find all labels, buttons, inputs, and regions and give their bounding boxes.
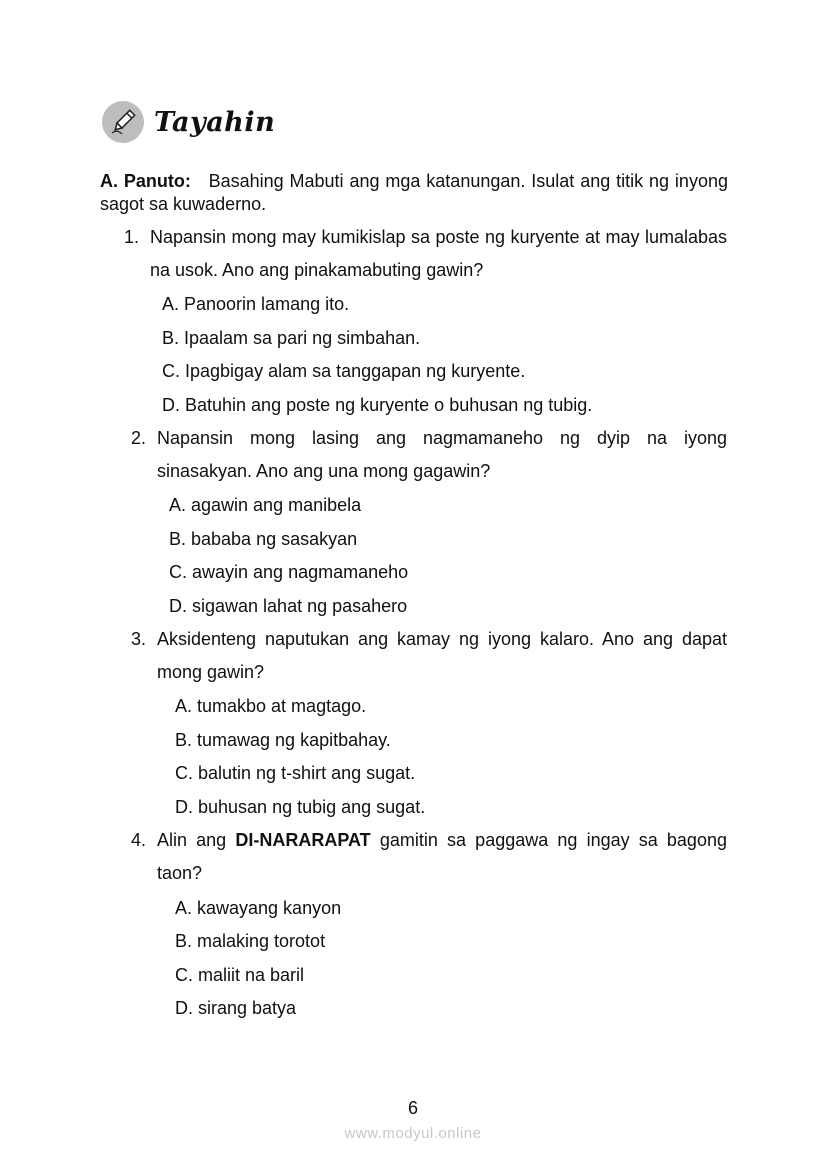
option-1a: A. Panoorin lamang ito. [162, 294, 350, 314]
option-3b: B. tumawag ng kapitbahay. [175, 730, 391, 750]
pencil-icon [102, 101, 144, 143]
question-2 [131, 422, 727, 488]
option-4d: D. sirang batya [175, 998, 297, 1018]
question-number: 3. [131, 629, 147, 649]
question-3 [131, 623, 727, 689]
question-text: Aksidenteng naputukan ang kamay ng iyong kalaro. Ano ang dapat mong gawin? [157, 629, 727, 682]
question-text: Napansin mong may kumikislap sa poste ng kuryente at may lumalabas na usok. Ano ang pinakamabuting gawin? [150, 227, 727, 280]
option-4c: C. maliit na baril [175, 965, 305, 985]
question-text-after: gamitin sa paggawa ng ingay sa bagong taon? [157, 830, 727, 883]
option-1d: D. Batuhin ang poste ng kuryente o buhusan ng tubig. [162, 395, 593, 415]
section-header [102, 101, 275, 143]
question-number: 1. [124, 227, 140, 247]
option-2b: B. bababa ng sasakyan [169, 529, 358, 549]
option-2a: A. agawin ang manibela [169, 495, 362, 515]
option-2c: C. awayin ang nagmamaneho [169, 562, 409, 582]
option-2d: D. sigawan lahat ng pasahero [169, 596, 408, 616]
option-1b: B. Ipaalam sa pari ng simbahan. [162, 328, 421, 348]
page-number: 6 [407, 1098, 418, 1118]
question-number: 4. [131, 830, 147, 850]
section-title: Tayahin [154, 106, 276, 138]
instructions-text: Basahing Mabuti ang mga katanungan. Isulat ang titik ng inyong sagot sa kuwaderno. [100, 171, 728, 214]
instructions [100, 170, 728, 216]
question-number: 2. [131, 428, 147, 448]
question-4 [131, 824, 727, 890]
footer-url: www.modyul.online [344, 1125, 482, 1142]
option-3c: C. balutin ng t-shirt ang sugat. [175, 763, 416, 783]
question-emphasis: DI-NARARAPAT [235, 830, 371, 850]
option-4a: A. kawayang kanyon [175, 898, 342, 918]
question-1 [124, 221, 727, 287]
instructions-label: A. Panuto: [100, 171, 191, 191]
question-text: Napansin mong lasing ang nagmamaneho ng dyip na iyong sinasakyan. Ano ang una mong gagawin? [157, 428, 727, 481]
option-3a: A. tumakbo at magtago. [175, 696, 367, 716]
option-1c: C. Ipagbigay alam sa tanggapan ng kuryente. [162, 361, 526, 381]
option-4b: B. malaking torotot [175, 931, 326, 951]
question-text-before: Alin ang [157, 830, 227, 850]
option-3d: D. buhusan ng tubig ang sugat. [175, 797, 426, 817]
